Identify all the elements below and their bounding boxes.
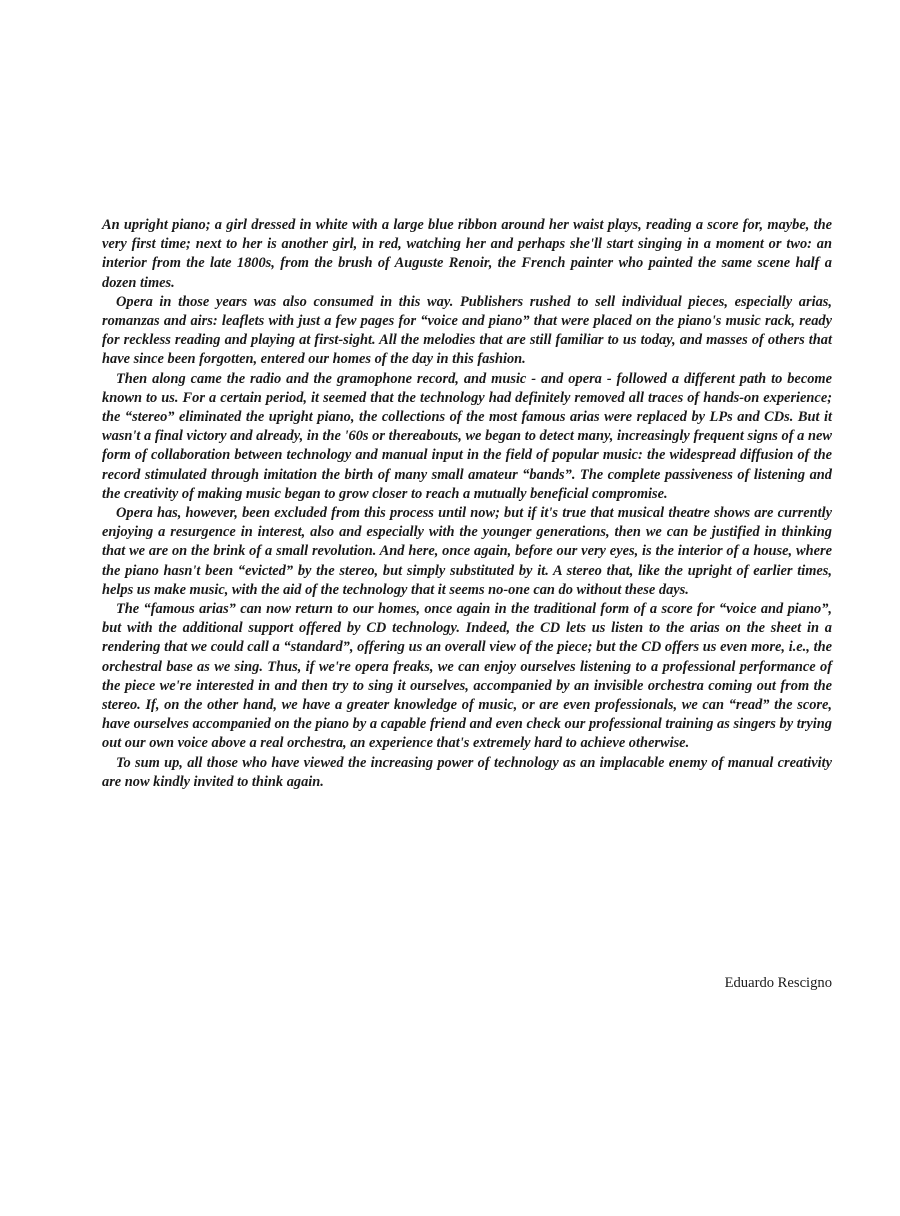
paragraph-3: Then along came the radio and the gramophone record, and music - and opera - followed a different path to become known to us. For a certain period, it seemed that the technology had definitely removed all traces of hands-on experience; the “stereo” eliminated the upright piano, the collections of the most famous arias were replaced by LPs and CDs. But it wasn't a final victory and already, in the '60s or thereabouts, we began to detect many, increasingly frequent signs of a new form of collaboration between technology and manual input in the field of popular music: the widespread diffusion of the record stimulated through imitation the birth of many small amateur “bands”. The complete passiveness of listening and the creativity of making music began to grow closer to reach a mutually beneficial compromise. [102, 370, 832, 502]
author-signature: Eduardo Rescigno [724, 975, 832, 991]
paragraph-1: An upright piano; a girl dressed in white with a large blue ribbon around her waist plays, reading a score for, maybe, the very first time; next to her is another girl, in red, watching her and perhaps she'll start singing in a moment or two: an interior from the late 1800s, from the brush of Auguste Renoir, the French painter who painted the same scene half a dozen times. [102, 217, 832, 291]
article-body [102, 216, 832, 792]
paragraph-6: To sum up, all those who have viewed the increasing power of technology as an implacable enemy of manual creativity are now kindly invited to think again. [102, 754, 832, 790]
paragraph-5: The “famous arias” can now return to our homes, once again in the traditional form of a score for “voice and piano”, but with the additional support offered by CD technology. Indeed, the CD lets us listen to the arias on the sheet in a rendering that we could call a “standard”, offering us an overall view of the piece; but the CD offers us even more, i.e., the orchestral base as we sing. Thus, if we're opera freaks, we can enjoy ourselves listening to a professional performance of the piece we're interested in and then try to sing it ourselves, accompanied by an invisible orchestra coming out from the stereo. If, on the other hand, we have a greater knowledge of music, or are even professionals, we can “read” the score, have ourselves accompanied on the piano by a capable friend and even check our professional training as singers by trying out our own voice above a real orchestra, an experience that's extremely hard to achieve otherwise. [102, 601, 832, 752]
paragraph-2: Opera in those years was also consumed in this way. Publishers rushed to sell individual pieces, especially arias, romanzas and airs: leaflets with just a few pages for “voice and piano” that were placed on the piano's music rack, ready for reckless reading and playing at first-sight. All the melodies that are still familiar to us today, and masses of others that have since been forgotten, entered our homes of the day in this fashion. [102, 293, 832, 368]
paragraph-4: Opera has, however, been excluded from this process until now; but if it's true that musical theatre shows are currently enjoying a resurgence in interest, also and especially with the younger generations, then we can be justified in thinking that we are on the brink of a small revolution. And here, once again, before our very eyes, is the interior of a house, where the piano hasn't been “evicted” by the stereo, but simply substituted by it. A stereo that, like the upright of earlier times, helps us make music, with the aid of the technology that it seems no-one can do without these days. [102, 505, 832, 598]
